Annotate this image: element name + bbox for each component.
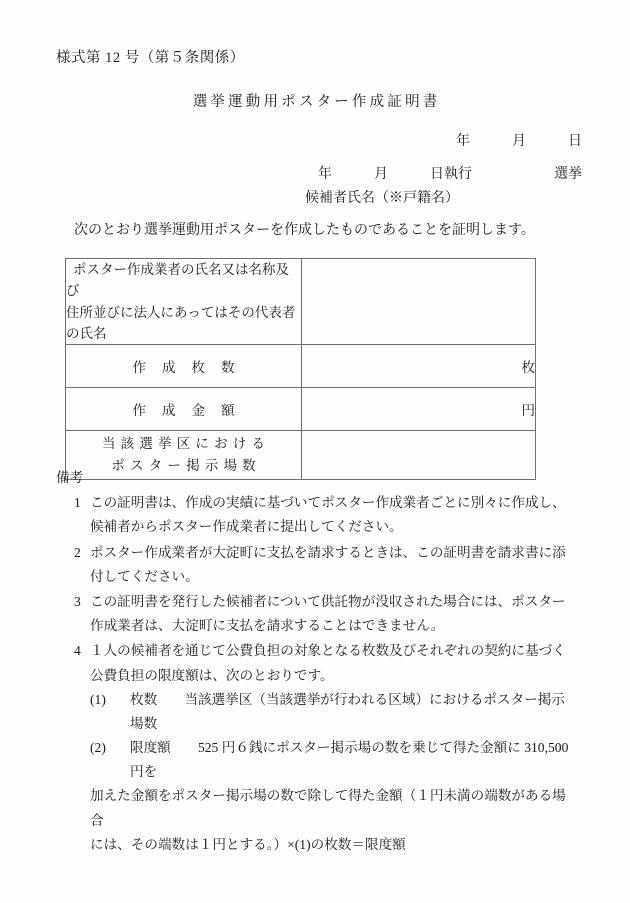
election-date-line [318,163,582,183]
form-number: 様式第 12 号（第５条関係） [56,50,245,66]
remark-note-4-subitem-2-marker: (2) [90,740,106,756]
remark-note-3-line-1: この証明書を発行した候補者について供託物が没収された場合には、ポスター [90,593,566,609]
remark-note-4-subitem-2-line-2: 加えた金額をポスター掲示場の数で除して得た金額（１円未満の端数がある場合 [90,788,566,828]
remark-note-4-subitem-2-line-3: には、その端数は１円とする。）×(1)の枚数＝限度額 [90,836,406,852]
candidate-name-label: 候補者氏名（※戸籍名） [305,191,459,206]
remark-note-4-subitem-1 [90,688,576,736]
remark-note-2-line-1: ポスター作成業者が大淀町に支払を請求するときは、この証明書を請求書に添 [90,544,566,560]
remark-note-4-subitem-2-line-1: 限度額 525 円６銭にポスター掲示場の数を乗じて得た金額に 310,500 円を [130,740,569,780]
poster-board-label-line1: 当該選挙区における [101,436,271,452]
remark-note-3-line-2: 作成業者は、大淀町に支払を請求することはできません。 [90,618,445,634]
remark-note-1-body [90,491,576,539]
maker-name-value-cell[interactable] [302,259,536,345]
lead-sentence: 次のとおり選挙運動用ポスターを作成したものであることを証明します。 [74,223,535,238]
certificate-table [65,258,536,480]
remark-note-2-line-2: 付してください。 [90,568,199,584]
remark-note-4-number: 4 [74,643,81,659]
remark-note-4-line-2: 公費負担の限度額は、次のとおりです。 [90,667,334,683]
amount-label-cell [66,388,302,431]
maker-label-line2: 住所並びに法人にあってはその代表者 [66,304,296,320]
document-title: 選挙運動用ポスター作成証明書 [192,94,441,110]
remark-note-2-body [90,541,576,589]
quantity-label-cell [66,345,302,388]
remark-note-4-body [90,639,576,857]
remark-note-4 [56,639,576,857]
election-date-text: 年 月 日執行 [318,167,472,182]
amount-label: 作成金額 [132,403,251,419]
remark-note-2-number: 2 [74,544,81,560]
table-row [66,345,536,388]
quantity-value-cell[interactable]: 枚 [302,345,536,388]
remarks-heading: 備考 [56,470,84,485]
remarks-section [56,466,576,857]
remark-note-4-subitem-1-body [130,688,576,736]
remark-note-3-number: 3 [74,593,81,609]
table-row [66,259,536,345]
remark-note-4-subitem-1-marker: (1) [90,691,106,707]
remark-note-1 [56,491,576,539]
remark-note-3 [56,590,576,638]
election-suffix-text: 選挙 [554,167,582,182]
poster-board-label-line2: ポスター掲示場数 [111,458,261,474]
remark-note-1-line-2: 候補者からポスター作成業者に提出してください。 [90,519,403,535]
remark-note-4-subitem-1-line-1: 枚数 当該選挙区（当該選挙が行われる区域）におけるポスター掲示場数 [130,691,565,731]
remark-note-4-line-1: １人の候補者を通じて公費負担の対象となる枚数及びそれぞれの契約に基づく [90,643,566,659]
remark-note-1-line-1: この証明書は、作成の実績に基づいてポスター作成業者ごとに別々に作成し、 [90,495,566,511]
amount-value-cell[interactable]: 円 [302,388,536,431]
remark-note-2 [56,541,576,589]
quantity-label: 作成枚数 [132,360,251,376]
maker-label-line1: ポスター作成業者の氏名又は名称及び [66,262,289,299]
remark-note-4-subitem-2-body [130,736,576,784]
remark-note-1-number: 1 [74,495,81,511]
remark-note-4-subitem-2 [90,736,576,784]
remark-note-3-body [90,590,576,638]
issue-date-line: 年 月 日 [456,134,582,149]
maker-label-line3: の氏名 [66,325,107,341]
maker-name-label-cell [66,259,302,345]
table-row [66,388,536,431]
